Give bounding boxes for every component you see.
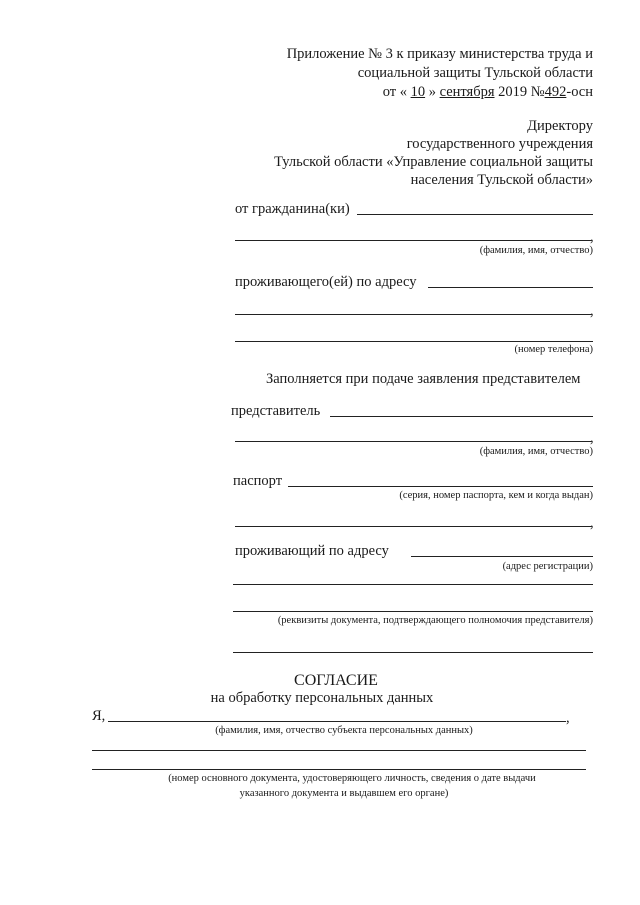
registration-field[interactable]: [233, 584, 593, 585]
consent-subtitle: [0, 690, 640, 707]
date-year: 2019 №: [498, 84, 545, 100]
representative-fio-field[interactable]: [235, 441, 591, 442]
header-order-date: [383, 84, 593, 101]
consent-title: [0, 672, 640, 689]
consent-title-text: СОГЛАСИЕ: [294, 672, 378, 689]
representative-field[interactable]: [330, 416, 593, 417]
subject-fio-field[interactable]: [108, 721, 566, 722]
addressee-line-4: населения Тульской области»: [410, 172, 593, 188]
subject-hint-text: (фамилия, имя, отчество субъекта персональных данных): [215, 725, 473, 736]
document-hint-2-text: указанного документа и выдавшем его органе): [239, 788, 449, 799]
date-month: сентября: [439, 84, 495, 100]
rep-address-label: проживающий по адресу: [235, 543, 389, 559]
comma: ,: [590, 430, 594, 446]
passport-field-2[interactable]: [235, 526, 591, 527]
authority-field-2[interactable]: [233, 652, 593, 653]
consent-subtitle-text: на обработку персональных данных: [210, 690, 434, 706]
document-field-1[interactable]: [92, 750, 586, 751]
comma: ,: [566, 710, 570, 726]
addressee-line-2: государственного учреждения: [406, 136, 593, 152]
i-label: Я,: [92, 708, 106, 724]
comma: ,: [590, 303, 594, 319]
fio-hint: (фамилия, имя, отчество): [479, 245, 593, 256]
subject-hint: [0, 725, 640, 737]
rep-address-field[interactable]: [411, 556, 593, 557]
from-citizen-label: от гражданина(ки): [235, 201, 350, 217]
header-line-1: Приложение № 3 к приказу министерства труда и: [286, 46, 593, 62]
passport-hint: (серия, номер паспорта, кем и когда выдан): [399, 490, 593, 501]
address-field-2[interactable]: [235, 314, 591, 315]
citizen-fio-field[interactable]: [235, 240, 591, 241]
address-field-1[interactable]: [428, 287, 593, 288]
phone-field[interactable]: [235, 341, 593, 342]
addressee-line-3: Тульской области «Управление социальной защиты: [274, 154, 593, 170]
date-mid: »: [428, 84, 436, 100]
representative-label: представитель: [231, 403, 321, 419]
order-suffix: -осн: [566, 84, 593, 100]
order-number: 492: [544, 84, 567, 100]
document-hint-1: [0, 773, 640, 785]
addressee-line-1: Директору: [527, 118, 593, 134]
authority-hint: (реквизиты документа, подтверждающего полномочия представителя): [277, 615, 593, 626]
document-hint-2: [0, 788, 640, 800]
authority-field[interactable]: [233, 611, 593, 612]
date-day: 10: [410, 84, 426, 100]
phone-hint: (номер телефона): [514, 344, 593, 355]
from-citizen-field[interactable]: [357, 214, 593, 215]
passport-label: паспорт: [233, 473, 283, 489]
comma: ,: [590, 515, 594, 531]
representative-fio-hint: (фамилия, имя, отчество): [479, 446, 593, 457]
registration-hint: (адрес регистрации): [502, 561, 593, 572]
date-prefix: от «: [382, 84, 407, 100]
document-field-2[interactable]: [92, 769, 586, 770]
representative-heading: Заполняется при подаче заявления представителем: [266, 371, 581, 387]
document-hint-1-text: (номер основного документа, удостоверяющего личность, сведения о дате выдачи: [168, 773, 536, 784]
passport-field[interactable]: [288, 486, 593, 487]
header-line-2: социальной защиты Тульской области: [357, 65, 593, 81]
comma: ,: [590, 229, 594, 245]
address-label: проживающего(ей) по адресу: [235, 274, 417, 290]
